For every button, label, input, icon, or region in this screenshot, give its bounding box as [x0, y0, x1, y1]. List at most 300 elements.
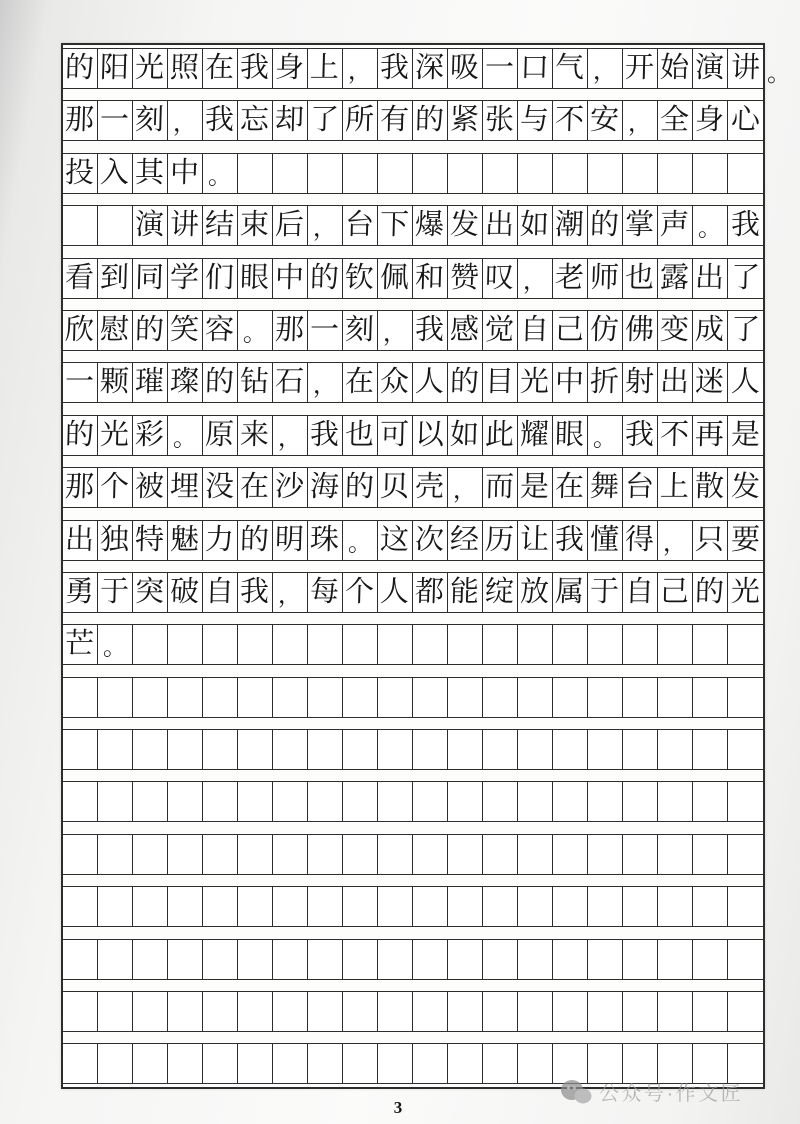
handwritten-char: 身 — [695, 104, 725, 137]
handwritten-char: 开 — [625, 52, 655, 84]
grid-cell — [273, 259, 308, 298]
grid-cell — [343, 782, 378, 821]
grid-cell — [238, 678, 273, 717]
grid-cell — [273, 940, 308, 979]
grid-cell — [518, 782, 553, 821]
handwritten-char: 壳 — [415, 471, 445, 504]
grid-cell — [728, 206, 763, 245]
grid-cell — [728, 678, 763, 717]
grid-cell — [168, 992, 203, 1031]
handwritten-char: 笑 — [170, 313, 200, 346]
handwritten-char: 刻 — [135, 104, 165, 137]
grid-cell — [98, 625, 133, 664]
grid-cell — [588, 206, 623, 245]
handwritten-char: 可 — [380, 418, 410, 451]
grid-cell — [728, 782, 763, 821]
grid-cell — [518, 311, 553, 350]
handwritten-char: 射 — [625, 366, 655, 399]
handwritten-char: 我 — [240, 52, 270, 84]
grid-cell — [483, 678, 518, 717]
grid-cell — [168, 940, 203, 979]
grid-cell — [728, 363, 763, 402]
handwritten-char: 爆 — [415, 209, 445, 242]
grid-cell — [693, 992, 728, 1031]
handwritten-char: 叹 — [485, 261, 515, 294]
grid-row — [63, 153, 763, 194]
grid-cell — [518, 363, 553, 402]
grid-cell — [518, 416, 553, 455]
grid-cell — [518, 835, 553, 874]
grid-cell — [168, 887, 203, 926]
handwritten-char: 人 — [415, 366, 445, 399]
handwritten-char: 每 — [310, 575, 340, 608]
grid-cell — [378, 625, 413, 664]
grid-cell — [63, 940, 98, 979]
grid-cell — [448, 521, 483, 560]
handwritten-char: 能 — [450, 575, 480, 608]
handwritten-char: 赞 — [450, 261, 480, 294]
grid-cell — [448, 206, 483, 245]
grid-cell — [658, 887, 693, 926]
grid-cell — [133, 573, 168, 612]
handwritten-char: 始 — [660, 52, 690, 84]
handwritten-char: ， — [662, 529, 688, 557]
grid-cell — [413, 206, 448, 245]
handwritten-char: 要 — [730, 523, 761, 556]
grid-cell — [98, 101, 133, 140]
handwritten-char: 如 — [520, 209, 550, 242]
grid-cell — [63, 625, 98, 664]
grid-cell — [273, 154, 308, 193]
grid-cell — [413, 678, 448, 717]
grid-cell — [238, 206, 273, 245]
handwritten-char: 如 — [450, 418, 480, 451]
grid-cell — [63, 521, 98, 560]
grid-cell — [343, 1044, 378, 1083]
grid-cell — [343, 730, 378, 769]
grid-cell — [378, 363, 413, 402]
grid-cell — [203, 1044, 238, 1083]
grid-cell — [518, 887, 553, 926]
grid-cell — [588, 49, 623, 88]
grid-cell — [728, 521, 763, 560]
grid-cell — [658, 363, 693, 402]
grid-cell — [308, 49, 343, 88]
grid-cell — [203, 259, 238, 298]
watermark — [560, 1077, 743, 1106]
grid-cell — [343, 154, 378, 193]
handwritten-char: 。 — [347, 529, 373, 557]
grid-cell — [203, 625, 238, 664]
handwritten-char: 被 — [135, 471, 165, 504]
handwritten-char: ， — [627, 110, 653, 138]
grid-cell — [168, 678, 203, 717]
grid-cell — [133, 49, 168, 88]
handwritten-char: 台 — [345, 209, 375, 242]
handwritten-char: 不 — [660, 418, 690, 451]
handwritten-char: 入 — [100, 156, 130, 189]
grid-cell — [308, 521, 343, 560]
grid-cell — [693, 259, 728, 298]
handwritten-char: 阳 — [100, 52, 130, 84]
handwritten-char: 我 — [555, 523, 585, 556]
handwritten-char: 那 — [65, 471, 95, 504]
grid-cell — [588, 521, 623, 560]
grid-row — [63, 886, 763, 927]
grid-cell — [238, 468, 273, 507]
handwritten-char: 觉 — [485, 313, 515, 346]
handwritten-char: 声 — [660, 209, 690, 242]
grid-cell — [203, 835, 238, 874]
grid-cell — [588, 678, 623, 717]
grid-cell — [168, 730, 203, 769]
grid-cell — [238, 782, 273, 821]
handwritten-char: 是 — [730, 418, 761, 451]
grid-row — [63, 677, 763, 718]
grid-cell — [273, 101, 308, 140]
grid-cell — [553, 887, 588, 926]
grid-cell — [238, 1044, 273, 1083]
handwritten-char: 以 — [415, 418, 445, 451]
handwritten-char: 也 — [345, 418, 375, 451]
grid-cell — [63, 730, 98, 769]
grid-cell — [413, 573, 448, 612]
handwritten-char: 中 — [555, 366, 585, 399]
grid-cell — [413, 992, 448, 1031]
handwritten-char: 的 — [240, 523, 270, 556]
handwritten-char: 贝 — [380, 471, 410, 504]
handwritten-char: ， — [277, 424, 303, 452]
handwritten-char: 老 — [555, 261, 585, 294]
handwritten-char: 的 — [65, 52, 95, 84]
grid-cell — [168, 311, 203, 350]
grid-cell — [518, 154, 553, 193]
grid-cell — [63, 259, 98, 298]
handwritten-char: 我 — [310, 418, 340, 451]
grid-cell — [483, 416, 518, 455]
grid-cell — [98, 730, 133, 769]
grid-cell — [308, 259, 343, 298]
handwritten-char: 中 — [170, 156, 200, 189]
grid-cell — [203, 887, 238, 926]
handwritten-char: 突 — [135, 575, 165, 608]
grid-cell — [98, 311, 133, 350]
grid-cell — [448, 1044, 483, 1083]
grid-cell — [133, 782, 168, 821]
grid-cell — [623, 835, 658, 874]
grid-cell — [378, 311, 413, 350]
grid-row — [63, 100, 763, 141]
grid-cell — [553, 782, 588, 821]
handwritten-char: 了 — [730, 313, 761, 346]
grid-cell — [378, 101, 413, 140]
grid-cell — [308, 730, 343, 769]
grid-cell — [343, 573, 378, 612]
grid-cell — [553, 678, 588, 717]
handwritten-char: 出 — [695, 261, 725, 294]
handwritten-char: 一 — [310, 313, 340, 346]
grid-cell — [413, 730, 448, 769]
grid-cell — [343, 206, 378, 245]
grid-cell — [343, 101, 378, 140]
handwritten-char: ， — [522, 267, 548, 295]
grid-cell — [623, 101, 658, 140]
grid-cell — [168, 416, 203, 455]
handwritten-char: 绽 — [485, 575, 515, 608]
handwritten-char: 讲 — [730, 52, 761, 84]
grid-cell — [623, 259, 658, 298]
handwritten-char: 束 — [240, 209, 270, 242]
grid-cell — [658, 206, 693, 245]
grid-cell — [728, 730, 763, 769]
grid-cell — [483, 625, 518, 664]
handwritten-char: 后 — [275, 209, 305, 242]
handwritten-char: 到 — [100, 261, 130, 294]
grid-cell — [378, 887, 413, 926]
grid-cell — [448, 992, 483, 1031]
handwritten-char: 也 — [625, 261, 655, 294]
handwritten-char: 光 — [520, 366, 550, 399]
grid-cell — [63, 678, 98, 717]
handwritten-char: 的 — [65, 418, 95, 451]
grid-cell — [273, 992, 308, 1031]
handwritten-char: ， — [452, 477, 478, 505]
handwritten-char: 眼 — [555, 418, 585, 451]
handwritten-char: 让 — [520, 523, 550, 556]
grid-cell — [448, 573, 483, 612]
grid-cell — [273, 206, 308, 245]
grid-cell — [448, 678, 483, 717]
handwritten-char: 与 — [520, 104, 550, 137]
grid-cell — [658, 573, 693, 612]
handwritten-char: 彩 — [135, 418, 165, 451]
grid-cell — [308, 992, 343, 1031]
handwritten-char: 的 — [135, 313, 165, 346]
grid-cell — [413, 154, 448, 193]
grid-cell — [728, 468, 763, 507]
handwritten-char: 师 — [590, 261, 620, 294]
handwritten-char: 欣 — [65, 313, 95, 346]
handwritten-char: 下 — [380, 209, 410, 242]
grid-cell — [483, 940, 518, 979]
grid-cell — [518, 992, 553, 1031]
grid-cell — [133, 259, 168, 298]
grid-row — [63, 624, 763, 665]
handwritten-char: 我 — [205, 104, 235, 137]
grid-cell — [98, 835, 133, 874]
handwritten-char: 成 — [695, 313, 725, 346]
handwritten-char: 在 — [555, 471, 585, 504]
grid-cell — [343, 625, 378, 664]
grid-cell — [238, 521, 273, 560]
grid-cell — [693, 521, 728, 560]
grid-cell — [168, 573, 203, 612]
handwritten-char: ， — [172, 110, 198, 138]
handwritten-char: 在 — [205, 52, 235, 84]
handwritten-char: 折 — [590, 366, 620, 399]
grid-cell — [273, 625, 308, 664]
grid-cell — [623, 363, 658, 402]
handwritten-char: 在 — [240, 471, 270, 504]
handwritten-char: 海 — [310, 471, 340, 504]
grid-cell — [693, 468, 728, 507]
grid-cell — [308, 678, 343, 717]
grid-cell — [203, 782, 238, 821]
grid-cell — [448, 49, 483, 88]
handwritten-char: 己 — [660, 575, 690, 608]
grid-cell — [133, 678, 168, 717]
grid-cell — [448, 625, 483, 664]
grid-cell — [623, 311, 658, 350]
grid-cell — [378, 940, 413, 979]
grid-cell — [308, 1044, 343, 1083]
grid-row — [63, 991, 763, 1032]
grid-cell — [448, 311, 483, 350]
grid-cell — [623, 521, 658, 560]
grid-cell — [133, 154, 168, 193]
grid-cell — [63, 416, 98, 455]
grid-cell — [98, 940, 133, 979]
handwritten-char: 颗 — [100, 366, 130, 399]
handwritten-char: ， — [382, 319, 408, 347]
grid-cell — [168, 101, 203, 140]
grid-cell — [518, 521, 553, 560]
grid-cell — [378, 1044, 413, 1083]
grid-cell — [658, 678, 693, 717]
handwritten-char: 人 — [730, 366, 761, 399]
handwritten-char: 所 — [345, 104, 375, 137]
handwritten-char: 这 — [380, 523, 410, 556]
grid-cell — [518, 468, 553, 507]
grid-cell — [693, 625, 728, 664]
grid-cell — [273, 363, 308, 402]
grid-cell — [133, 101, 168, 140]
grid-cell — [273, 521, 308, 560]
handwritten-char: 破 — [170, 575, 200, 608]
grid-cell — [98, 154, 133, 193]
grid-cell — [343, 678, 378, 717]
handwritten-char: ， — [592, 58, 618, 85]
handwritten-char: 吸 — [450, 52, 480, 84]
grid-cell — [553, 101, 588, 140]
handwritten-char: 的 — [205, 366, 235, 399]
grid-cell — [728, 992, 763, 1031]
grid-cell — [168, 835, 203, 874]
handwritten-char: 己 — [555, 313, 585, 346]
handwritten-char: ， — [277, 581, 303, 609]
grid-cell — [483, 887, 518, 926]
grid-cell — [448, 101, 483, 140]
grid-row — [63, 834, 763, 875]
grid-cell — [63, 154, 98, 193]
handwritten-char: 。 — [592, 424, 618, 452]
grid-cell — [378, 206, 413, 245]
grid-cell — [483, 259, 518, 298]
grid-cell — [658, 49, 693, 88]
handwritten-char: 钻 — [240, 366, 270, 399]
grid-cell — [588, 259, 623, 298]
grid-row — [63, 939, 763, 980]
grid-cell — [273, 678, 308, 717]
handwritten-char: 属 — [555, 575, 585, 608]
grid-cell — [693, 363, 728, 402]
grid-cell — [553, 992, 588, 1031]
grid-cell — [133, 468, 168, 507]
handwritten-char: 魅 — [170, 523, 200, 556]
grid-cell — [413, 625, 448, 664]
handwritten-char: 光 — [135, 52, 165, 84]
grid-cell — [133, 835, 168, 874]
handwritten-char: 的 — [590, 209, 620, 242]
handwritten-char: 的 — [695, 575, 725, 608]
grid-cell — [343, 468, 378, 507]
handwritten-char: 一 — [65, 366, 95, 399]
handwritten-char: 出 — [485, 209, 515, 242]
grid-cell — [588, 363, 623, 402]
grid-cell — [308, 416, 343, 455]
grid-cell — [693, 49, 728, 88]
handwritten-char: 出 — [65, 523, 95, 556]
grid-cell — [693, 573, 728, 612]
handwritten-char: 经 — [450, 523, 480, 556]
handwritten-char: 露 — [660, 261, 690, 294]
grid-cell — [378, 678, 413, 717]
grid-cell — [588, 573, 623, 612]
grid-cell — [238, 363, 273, 402]
grid-cell — [658, 730, 693, 769]
grid-cell — [378, 259, 413, 298]
grid-cell — [413, 311, 448, 350]
grid-cell — [238, 573, 273, 612]
grid-cell — [168, 49, 203, 88]
grid-cell — [588, 625, 623, 664]
grid-cell — [238, 835, 273, 874]
grid-cell — [308, 101, 343, 140]
handwritten-char: ， — [312, 372, 338, 400]
handwritten-char: 钦 — [345, 261, 375, 294]
grid-cell — [378, 154, 413, 193]
handwritten-char: 心 — [730, 104, 761, 137]
handwritten-char: 。 — [697, 215, 723, 243]
grid-cell — [728, 311, 763, 350]
handwritten-char: 的 — [450, 366, 480, 399]
grid-cell — [588, 887, 623, 926]
grid-cell — [273, 416, 308, 455]
handwritten-char: 特 — [135, 523, 165, 556]
grid-cell — [343, 49, 378, 88]
handwritten-char: 勇 — [65, 575, 95, 608]
handwritten-char: 佛 — [625, 313, 655, 346]
grid-cell — [63, 573, 98, 612]
grid-cell — [518, 573, 553, 612]
grid-cell — [203, 940, 238, 979]
grid-cell — [518, 206, 553, 245]
grid-cell — [553, 940, 588, 979]
grid-cell — [623, 678, 658, 717]
grid-cell — [238, 49, 273, 88]
grid-cell — [133, 992, 168, 1031]
handwritten-char: 独 — [100, 523, 130, 556]
grid-cell — [168, 625, 203, 664]
grid-cell — [308, 311, 343, 350]
grid-cell — [483, 206, 518, 245]
grid-cell — [98, 206, 133, 245]
grid-cell — [553, 573, 588, 612]
handwritten-char: 气 — [555, 52, 585, 84]
handwritten-char: 光 — [100, 418, 130, 451]
grid-cell — [623, 206, 658, 245]
handwritten-char: 演 — [135, 209, 165, 242]
